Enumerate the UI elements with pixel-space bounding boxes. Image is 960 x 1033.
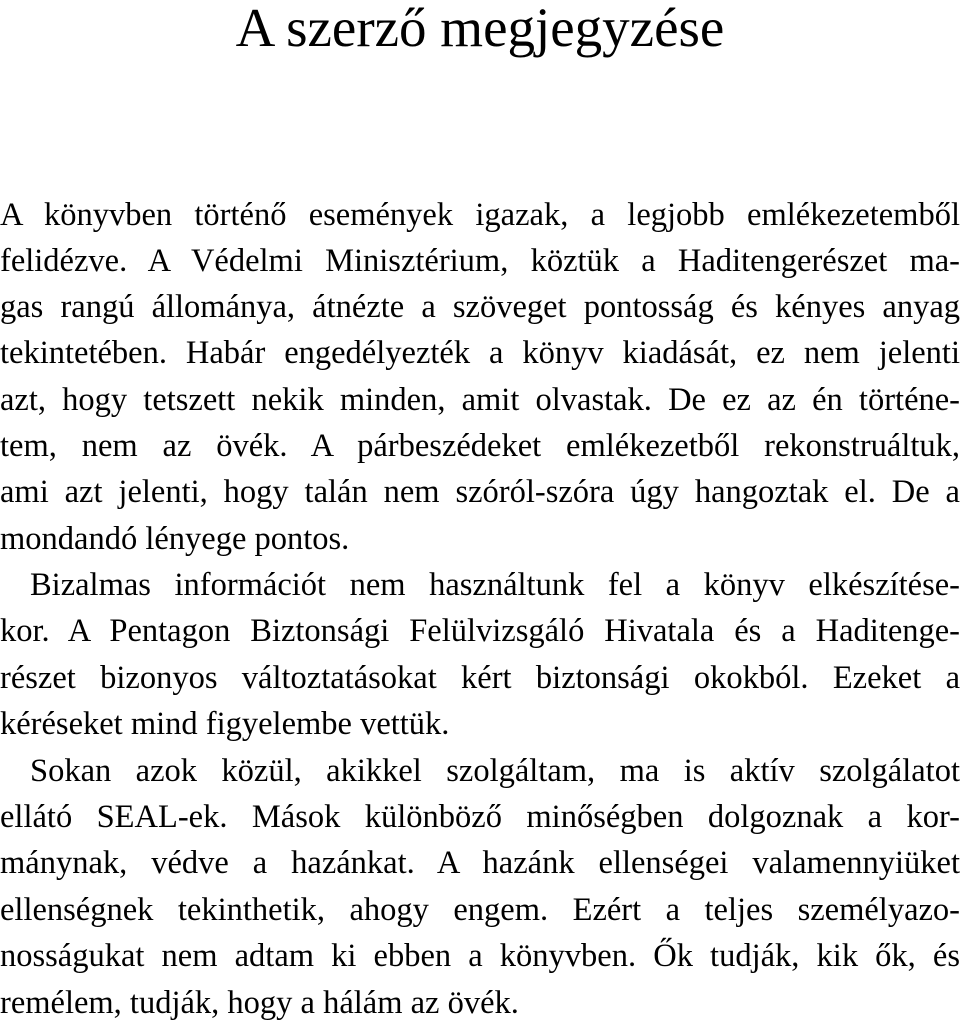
text-line: remélem, tudják, hogy a hálám az övék. [0, 985, 519, 1021]
text-line: kor. A Pentagon Biztonsági Felülvizsgáló Hivatala és a Haditenge- [0, 613, 960, 649]
text-line: kéréseket mind figyelembe vettük. [0, 706, 450, 742]
text-line: Sokan azok közül, akikkel szolgáltam, ma is aktív szolgálatot [30, 753, 960, 789]
text-line: felidézve. A Védelmi Minisztérium, köztük a Haditengerészet ma- [0, 243, 960, 279]
text-line: ellátó SEAL-ek. Mások különböző minőségben dolgoznak a kor- [0, 799, 960, 835]
text-line: nosságukat nem adtam ki ebben a könyvben. Ők tudják, kik ők, és [0, 938, 960, 974]
text-line: gas rangú állománya, átnézte a szöveget pontosság és kényes anyag [0, 289, 960, 325]
text-line: mondandó lényege pontos. [0, 521, 350, 557]
text-line: Bizalmas információt nem használtunk fel a könyv elkészítése- [30, 567, 960, 603]
text-line: tem, nem az övék. A párbeszédeket emlékezetből rekonstruáltuk, [0, 428, 960, 464]
text-line: részet bizonyos változtatásokat kért biztonsági okokból. Ezeket a [0, 660, 960, 696]
page-title: A szerző megjegyzése [235, 0, 725, 58]
text-line: mánynak, védve a hazánkat. A hazánk ellenségei valamennyiüket [0, 845, 960, 881]
text-line: A könyvben történő események igazak, a legjobb emlékezetemből [0, 197, 960, 233]
text-line: tekintetében. Habár engedélyezték a könyv kiadását, ez nem jelenti [0, 335, 960, 371]
text-line: ellenségnek tekinthetik, ahogy engem. Ezért a teljes személyazo- [0, 892, 960, 928]
text-line: ami azt jelenti, hogy talán nem szóról-szóra úgy hangoztak el. De a [0, 474, 960, 510]
text-line: azt, hogy tetszett nekik minden, amit olvastak. De ez az én történe- [0, 382, 960, 418]
